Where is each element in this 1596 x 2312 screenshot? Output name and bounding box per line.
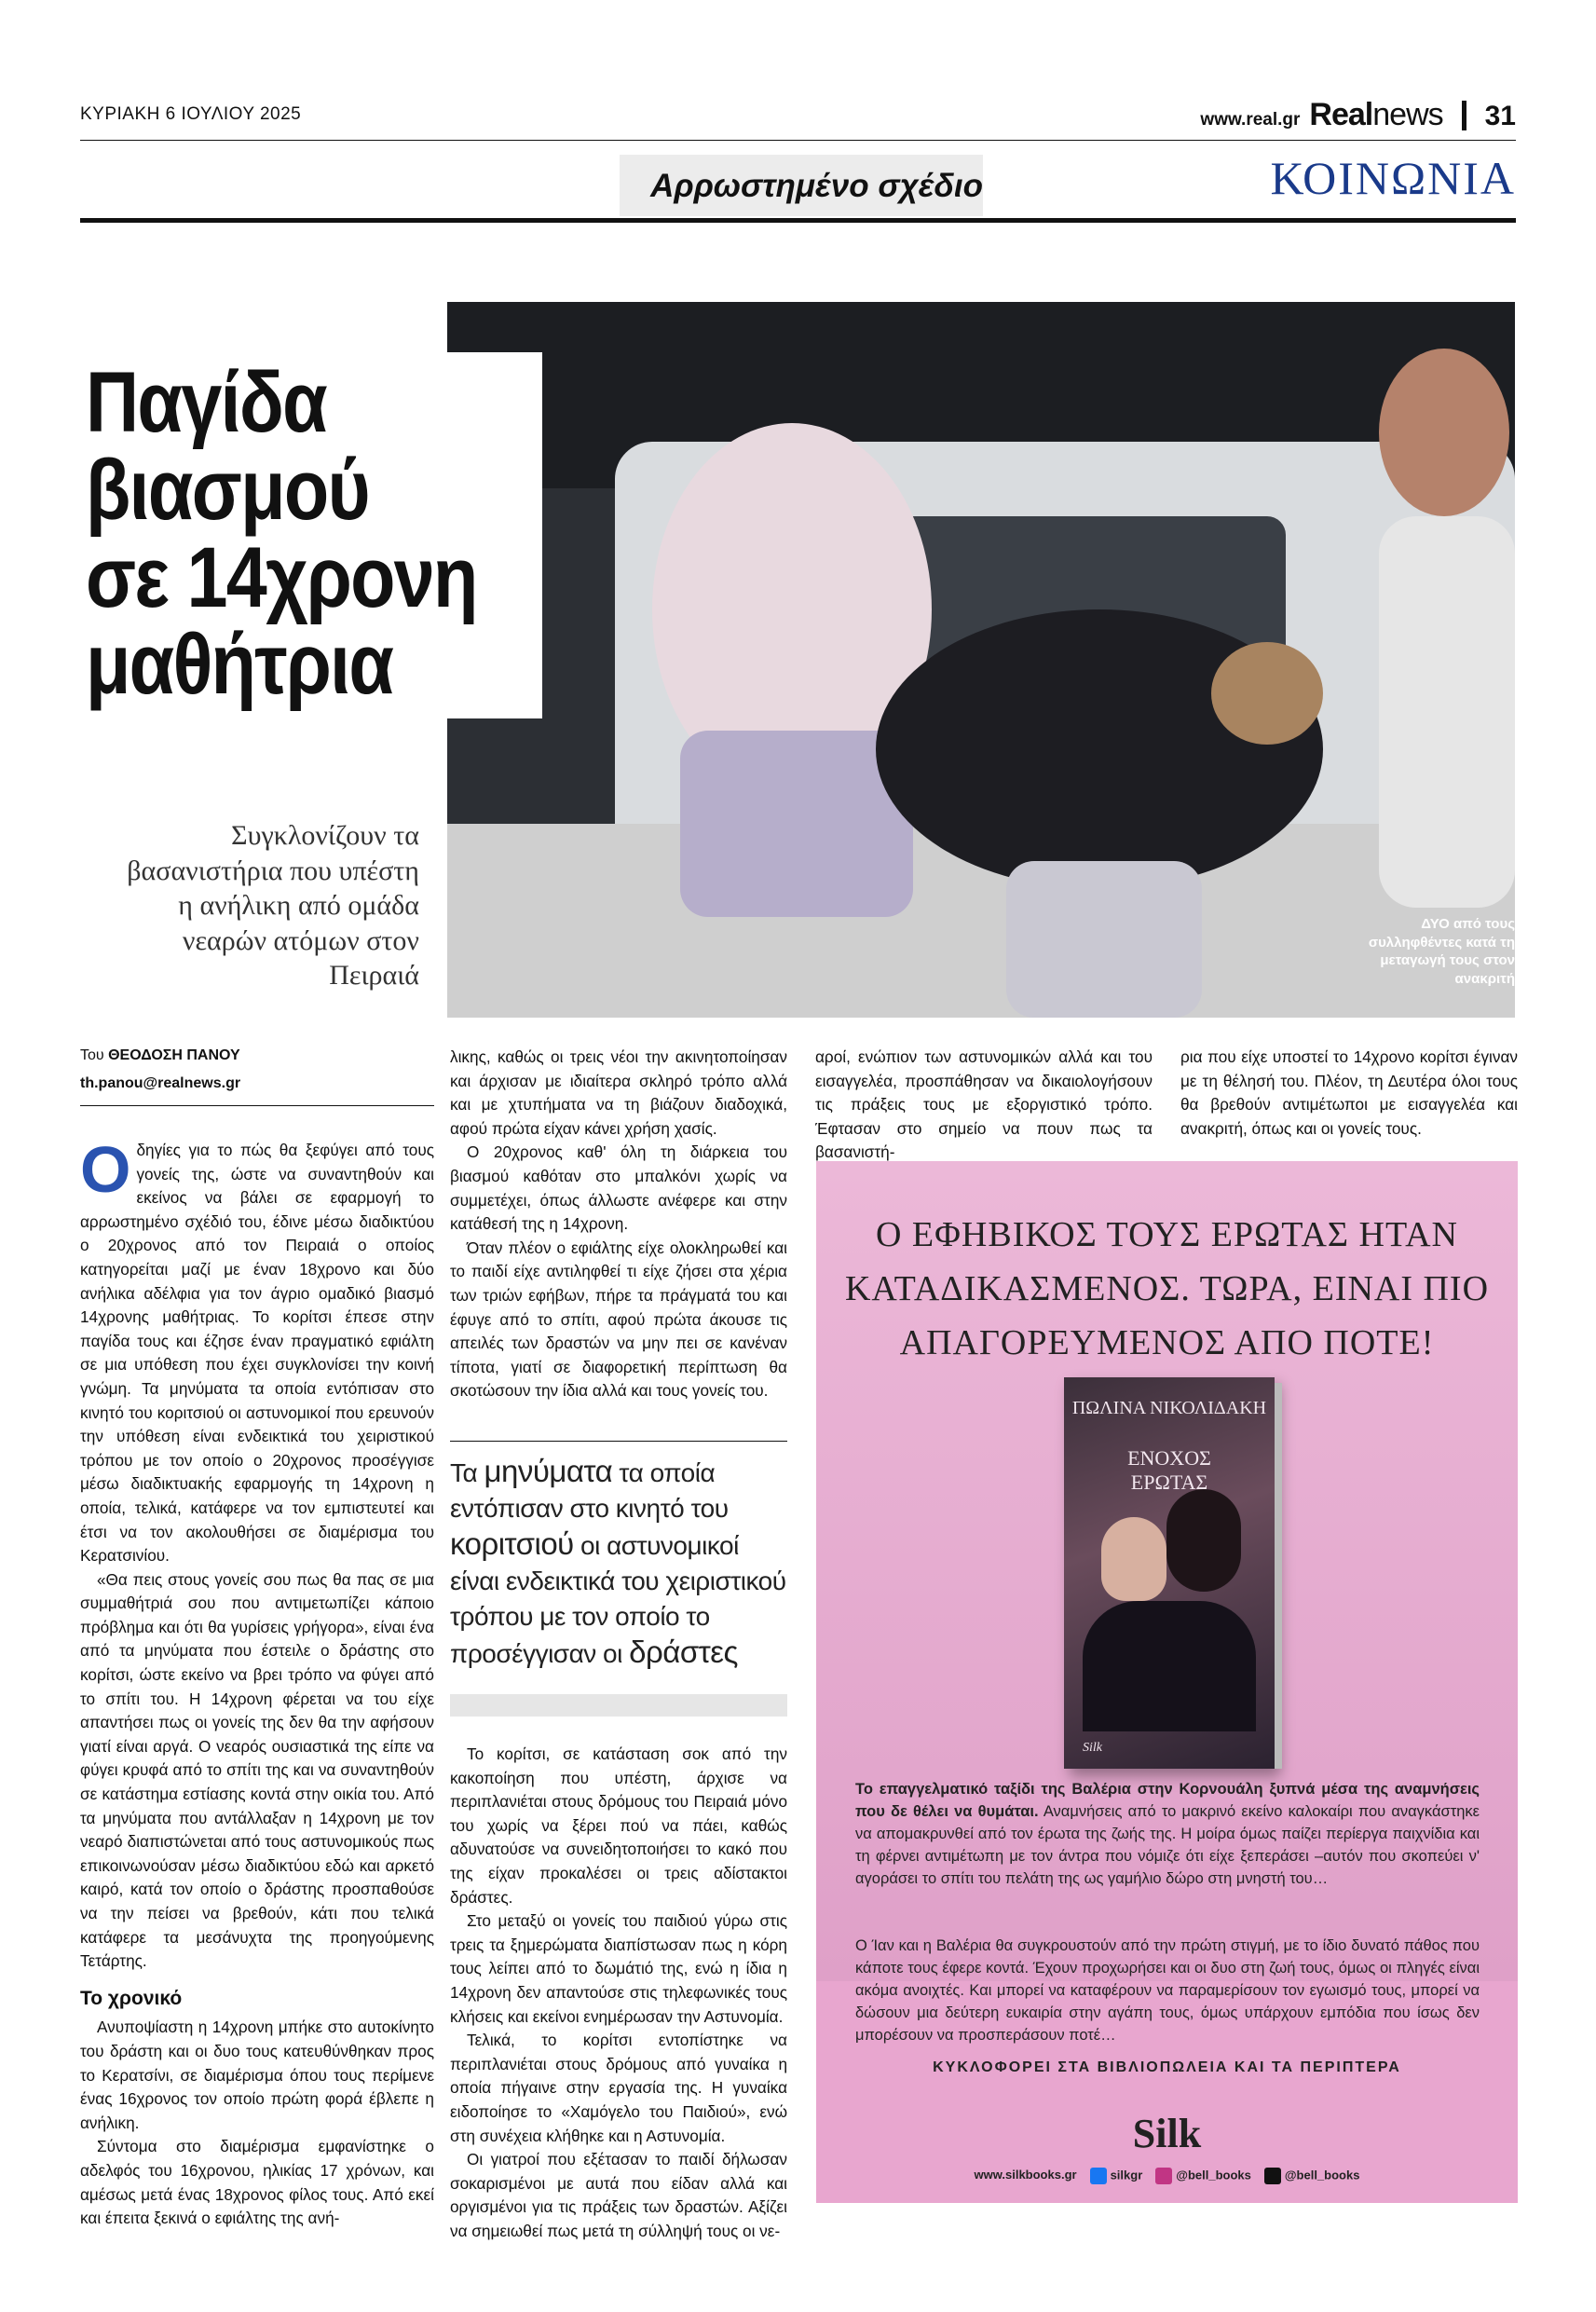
drop-cap: Ο: [80, 1133, 131, 1206]
masthead: [1200, 97, 1516, 133]
tiktok-icon: [1264, 2168, 1281, 2184]
headline-line: βιασμού: [86, 442, 369, 538]
book-advertisement[interactable]: [816, 1161, 1518, 2203]
cover-figure-body: [1083, 1601, 1256, 1731]
article-column-1: [80, 1133, 434, 2231]
pullquote-part: οι αστυνομικοί είναι ενδεικτικά του χειριστικού τρόπου με τον οποίο το προσέγγισαν οι: [450, 1531, 786, 1668]
ad-footer: [816, 2168, 1518, 2184]
facebook-handle: silkgr: [1110, 2168, 1143, 2182]
paragraph: Οι γιατροί που εξέτασαν το παιδί δήλωσαν σοκαρισμένοι με αυτά που είδαν αλλά και οργισμένοι για τις πράξεις των δραστών. Αξίζει να σημειωθεί πως μετά τη σύλληψή τους οι νε-: [450, 2150, 787, 2240]
pullquote: [450, 1454, 787, 1672]
photo-illustration: [447, 302, 1515, 1018]
ad-cta: ΚΥΚΛΟΦΟΡΕΙ ΣΤΑ ΒΙΒΛΙΟΠΩΛΕΙΑ ΚΑΙ ΤΑ ΠΕΡΙΠΤΕΡΑ: [933, 2059, 1401, 2075]
pullquote-part: τα οποία εντόπισαν στο κινητό του: [450, 1458, 729, 1523]
pullquote-part: Τα: [450, 1458, 484, 1487]
site-url[interactable]: www.real.gr: [1200, 110, 1301, 130]
subheading: Το χρονικό: [80, 1987, 183, 2009]
header-rule: [80, 140, 1516, 141]
section-title: ΚΟΙΝΩΝΙΑ: [1270, 152, 1516, 204]
paragraph: αροί, ενώπιον των αστυνομικών αλλά και του εισαγγελέα, προσπάθησαν να δικαιολογήσουν τις πράξεις τους με εξοργιστικό τρόπο. Έφτασαν στο σημείο να πουν πως τα βασανιστή-: [815, 1047, 1153, 1162]
paragraph: δηγίες για το πώς θα ξεφύγει από τους γονείς της, ώστε να συναντηθούν και εκείνος να βάλει σε εφαρμογή το αρρωστημένο σχέδιό του, έδινε μέσω διαδικτύου ο 20χρονος από τον Πειραιά ο οποίος κατηγορείται μαζί με έναν 18χρονο και δύο ανήλικα αδέλφια για τον άγριο ομαδικό βιασμό 14χρονης μαθήτριας. Το κορίτσι έπεσε στην παγίδα τους και έζησε έναν πραγματικό εφιάλτη σε μια υπόθεση που έχει συγκλονίσει την κοινή γνώμη. Τα μηνύματα τα οποία εντόπισαν στο κινητό του κοριτσιού οι αστυνομικοί που ερευνούν την υπόθεση είναι ενδεικτικά του χειριστικού τρόπου με τον οποίο ο 20χρονος προσέγγισε μέσω διαδικτυακής εφαρμογής τη 14χρονη η οποία, τελικά, κατάφερε να τον εμπιστευτεί και έτσι να τον ακολουθήσει σε διαμέρισμα του Κερατσινίου.: [80, 1141, 434, 1566]
book-publisher-mark: Silk: [1083, 1741, 1102, 1755]
ad-blurb-2: Ο Ίαν και η Βαλέρια θα συγκρουστούν από την πρώτη στιγμή, με το ίδιο δυνατό πάθος που κάποτε τους έφερε κοντά. Έχουν προχωρήσει και οι δυο στη ζωή τους, όμως οι πληγές είναι ακόμα ανοιχτές. Και μπορεί να καταφέρουν να παραμερίσουν τον εγωισμό τους, μπορεί να δώσουν μια δεύτερη ευκαιρία στην αγάπη τους, όμως υπάρχουν εμπόδια που ίσως δεν μπορέσουν να προσπεράσουν ποτέ…: [855, 1937, 1480, 2044]
byline-prefix: Του: [80, 1047, 109, 1063]
section-rule: [80, 218, 1516, 223]
book-title: [1064, 1446, 1275, 1495]
pullquote-emphasis: μηνύματα: [484, 1454, 613, 1488]
cover-figure-woman: [1166, 1489, 1241, 1592]
headline-line: μαθήτρια: [86, 617, 393, 713]
cover-figure-man: [1101, 1517, 1166, 1601]
article-column-4: [1180, 1046, 1518, 1141]
paragraph: Στο μεταξύ οι γονείς του παιδιού γύρω στις τρεις τα ξημερώματα διαπίστωσαν πως η κόρη τους λείπει από το δωμάτιό της, ενώ η ίδια η 14χρονη δεν απαντούσε στις τηλεφωνικές τους κλήσεις και εκείνοι ενημέρωσαν την Αστυνομία.: [450, 1911, 787, 2026]
publisher-logo: Silk: [1132, 2111, 1202, 2156]
paragraph: Τελικά, το κορίτσι εντοπίστηκε να περιπλανιέται στους δρόμους από γυναίκα η οποία πήγαινε στην εργασία της. Η γυναίκα ειδοποίησε το «Χαμόγελο του Παιδιού», ενώ στη συνέχεια κλήθηκε και η Αστυνομία.: [450, 2031, 787, 2145]
tiktok-link[interactable]: [1264, 2168, 1360, 2184]
headline: [86, 355, 535, 713]
paragraph: Όταν πλέον ο εφιάλτης είχε ολοκληρωθεί και το παιδί είχε αντιληφθεί τι είχε ζήσει στα χέρια των τριών εφήβων, πήρε τα πράγματά του και έφυγε από το σπίτι, αφού πρώτα άκουσε τις απειλές των δραστών να μην πει σε κανέναν τίποτα, γιατί σε διαφορετική περίπτωση θα σκοτώσουν την ίδια αλλά και τους γονείς του.: [450, 1238, 787, 1401]
paragraph: Το κορίτσι, σε κατάσταση σοκ από την κακοποίηση που υπέστη, άρχισε να περιπλανιέται στους δρόμους του Πειραιά μόνο του χωρίς να ξέρει πού να πάει, καθώς αδυνατούσε να συνειδητοποιήσει το κακό που της είχαν προκαλέσει οι τρεις αδίστακτοι δράστες.: [450, 1744, 787, 1907]
pullquote-emphasis: κοριτσιού: [450, 1526, 574, 1561]
brand-thin: news: [1372, 97, 1443, 132]
instagram-link[interactable]: [1155, 2168, 1251, 2184]
book-spine: [1275, 1383, 1282, 1769]
headline-line: σε 14χρονη: [86, 529, 477, 625]
publisher-site[interactable]: www.silkbooks.gr: [974, 2168, 1077, 2182]
pullquote-bar: [450, 1694, 787, 1717]
author-name: ΘΕΟΔΟΣΗ ΠΑΝΟΥ: [108, 1047, 240, 1063]
issue-date: ΚΥΡΙΑΚΗ 6 ΙΟΥΛΙΟΥ 2025: [80, 104, 302, 124]
section-subtitle: Αρρωστημένο σχέδιο: [650, 168, 983, 204]
ad-tagline: [816, 1208, 1518, 1370]
article-column-3: [815, 1046, 1153, 1165]
ad-tagline-line: Ο ΕΦΗΒΙΚΟΣ ΤΟΥΣ ΕΡΩΤΑΣ ΗΤΑΝ: [875, 1215, 1459, 1254]
article-column-2-lower: [450, 1743, 787, 2243]
page-number: 31: [1484, 101, 1516, 131]
pullquote-emphasis: δράστες: [629, 1635, 738, 1669]
article-column-2: [450, 1046, 787, 1403]
ad-tagline-line: ΚΑΤΑΔΙΚΑΣΜΕΝΟΣ. ΤΩΡΑ, ΕΙΝΑΙ ΠΙΟ: [844, 1269, 1490, 1308]
byline: [80, 1047, 434, 1064]
pullquote-rule: [450, 1441, 787, 1442]
instagram-icon: [1155, 2168, 1172, 2184]
book-title-line: ΕΝΟΧΟΣ: [1127, 1446, 1211, 1470]
photo-caption: ΔΥΟ από τους συλληφθέντες κατά τη μεταγωγή τους στον ανακριτή: [1368, 916, 1515, 987]
article-photo: [447, 302, 1515, 1018]
header-divider: [1462, 101, 1466, 130]
headline-box: [75, 352, 542, 718]
book-author: ΠΩΛΙΝΑ ΝΙΚΟΛΙΔΑΚΗ: [1071, 1398, 1267, 1418]
brand-bold: Real: [1309, 97, 1373, 132]
lead-paragraph: Συγκλονίζουν τα βασανιστήρια που υπέστη η ανήλικη από ομάδα νεαρών ατόμων στον Πειραιά: [127, 820, 419, 991]
byline-rule: [80, 1105, 434, 1106]
book-cover[interactable]: [1064, 1377, 1275, 1769]
paragraph: Σύντομα στο διαμέρισμα εμφανίστηκε ο αδελφός του 16χρονου, ηλικίας 17 χρόνων, και αμέσως μετά ένας 18χρονος φίλος τους. Από εκεί και έπειτα ξεκινά ο εφιάλτης της ανή-: [80, 2137, 434, 2228]
brand-logo: [1309, 97, 1442, 133]
paragraph: «Θα πεις στους γονείς σου πως θα πας σε μια συμμαθήτριά σου που αντιμετωπίζει κάποιο πρόβλημα και ότι θα γυρίσεις γρήγορα», είναι ένα από τα μηνύματα που έστειλε ο δράστης στο κορίτσι, ώστε εκείνο να βρει τρόπο να φύγει από το σπίτι του. Η 14χρονη φέρεται να του είχε απαντήσει πως οι γονείς της δεν θα την αφήσουν γιατί είναι αργά. Ο νεαρός ουσιαστικά της είπε να φύγει κρυφά από το σπίτι της και να συναντηθούν σε κατάστημα εστίασης κοντά στην οικία του. Από τα μηνύματα που αντάλλαξαν η 14χρονη με τον νεαρό διαπιστώνεται από τους αστυνομικούς πως επικοινωνούσαν μέσω διαδικτύου εδώ και αρκετό καιρό, κατά τον οποίο ο δράστης προσπαθούσε να την πείσει να βρεθούν, κάτι που τελικά κατάφερε τα μεσάνυχτα της προηγούμενης Τετάρτης.: [80, 1569, 434, 1971]
facebook-icon: [1090, 2168, 1107, 2184]
book-title-line: ΕΡΩΤΑΣ: [1130, 1471, 1208, 1494]
headline-line: Παγίδα: [86, 355, 327, 450]
paragraph: λικης, καθώς οι τρεις νέοι την ακινητοποίησαν και άρχισαν με ιδιαίτερα σκληρό τρόπο αλλά και με χτυπήματα να τη βιάζουν διαδοχικά, αφού πρώτα είχαν κάνει χρήση χασίς.: [450, 1047, 787, 1138]
ad-blurb-text: Αναμνήσεις από το μακρινό εκείνο καλοκαίρι που αναγκάστηκε να απομακρυνθεί από τον έρωτα της ζωής της. Η μοίρα όμως παίζει περίεργα παιχνίδια και τη φέρνει αντιμέτωπη με τον άντρα που νόμιζε ότι είχε ξεπεράσει –αυτόν που σκοπεύει ν' αγοράσει το σπίτι του πελάτη της ως γαμήλιο δώρο στη μνηστή του…: [855, 1803, 1480, 1887]
instagram-handle: @bell_books: [1176, 2168, 1251, 2182]
paragraph: Ανυποψίαστη η 14χρονη μπήκε στο αυτοκίνητο του δράστη και οι δυο τους κατευθύνθηκαν προς το Κερατσίνι, σε διαμέρισμα όπου τους περίμενε ένας 16χρονος τον οποίο πρώτη φορά έβλεπε η ανήλικη.: [80, 2018, 434, 2132]
tiktok-handle: @bell_books: [1284, 2168, 1360, 2182]
paragraph: ρια που είχε υποστεί το 14χρονο κορίτσι έγιναν με τη θέλησή του. Πλέον, τη Δευτέρα όλοι τους θα βρεθούν αντιμέτωποι με εισαγγελέα και ανακριτή, όπως και οι γονείς τους.: [1180, 1047, 1518, 1138]
ad-tagline-line: ΑΠΑΓΟΡΕΥΜΕΝΟΣ ΑΠΟ ΠΟΤΕ!: [899, 1323, 1435, 1362]
ad-blurb: [855, 1778, 1480, 1890]
paragraph: Ο 20χρονος καθ' όλη τη διάρκεια του βιασμού καθόταν στο μπαλκόνι χωρίς να συμμετέχει, όπως άλλωστε ανέφερε και στην κατάθεσή της η 14χρονη.: [450, 1142, 787, 1234]
section-subtitle-box: [620, 155, 983, 216]
facebook-link[interactable]: [1090, 2168, 1143, 2184]
ad-blurb-bold: Το επαγγελματικό ταξίδι της Βαλέρια στην Κορνουάλη ξυπνά μέσα της αναμνήσεις που δε θέλει να θυμάται.: [855, 1781, 1480, 1820]
author-email[interactable]: th.panou@realnews.gr: [80, 1075, 241, 1091]
